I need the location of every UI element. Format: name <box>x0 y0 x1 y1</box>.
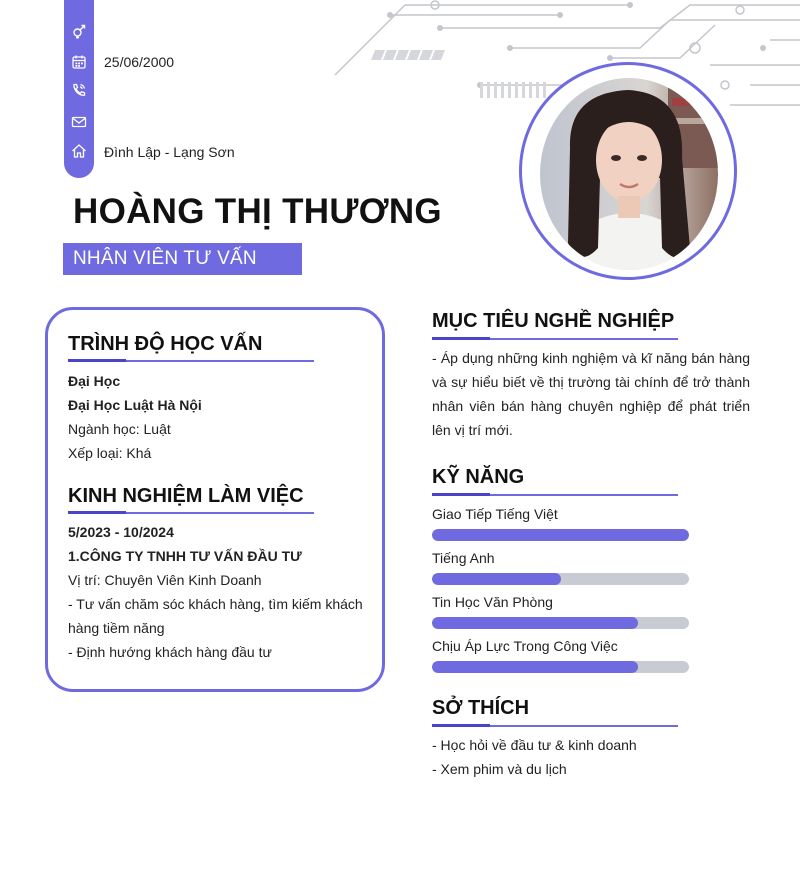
experience-period: 5/2023 - 10/2024 <box>68 524 174 540</box>
education-title: TRÌNH ĐỘ HỌC VẤN <box>68 333 263 355</box>
profile-photo <box>540 78 718 270</box>
skill-label: Tiếng Anh <box>432 550 495 566</box>
experience-duty-1-line-1: - Tư vấn chăm sóc khách hàng, tìm kiếm khách <box>68 596 363 612</box>
skill-bar <box>432 661 689 673</box>
home-icon <box>70 142 88 160</box>
experience-title: KINH NGHIỆM LÀM VIỆC <box>68 485 304 507</box>
objective-text: - Áp dụng những kinh nghiệm và kĩ năng bán hàng và sự hiểu biết về thị trường tài chính để trở thành nhân viên bán hàng chuyên nghiệp để phát triển lên vị trí mới. <box>432 350 750 438</box>
phone-icon <box>70 81 88 99</box>
experience-underline-accent <box>68 511 126 514</box>
experience-company: 1.CÔNG TY TNHH TƯ VẤN ĐẦU TƯ <box>68 548 302 564</box>
education-school: Đại Học Luật Hà Nội <box>68 397 202 413</box>
skills-title: KỸ NĂNG <box>432 466 525 488</box>
skill-label: Chịu Áp Lực Trong Công Việc <box>432 638 618 654</box>
education-major: Ngành học: Luật <box>68 421 171 437</box>
education-degree: Đại Học <box>68 373 121 389</box>
education-underline-accent <box>68 359 126 362</box>
hobbies-title: SỞ THÍCH <box>432 697 530 719</box>
address: Đình Lập - Lạng Sơn <box>104 144 235 160</box>
gender-icon <box>70 22 88 40</box>
candidate-name: HOÀNG THỊ THƯƠNG <box>73 192 442 231</box>
skill-bar-fill <box>432 661 638 673</box>
objective-underline-accent <box>432 337 490 340</box>
hobby-item: - Học hỏi về đầu tư & kinh doanh <box>432 737 637 753</box>
skill-label: Tin Học Văn Phòng <box>432 594 553 610</box>
skill-label: Giao Tiếp Tiếng Việt <box>432 506 558 522</box>
objective-title: MỤC TIÊU NGHỀ NGHIỆP <box>432 310 675 332</box>
experience-position: Vị trí: Chuyên Viên Kinh Doanh <box>68 572 262 588</box>
role-title: NHÂN VIÊN TƯ VẤN <box>73 248 257 269</box>
skill-bar-fill <box>432 617 638 629</box>
skill-bar <box>432 617 689 629</box>
experience-duty-1-line-2: hàng tiềm năng <box>68 620 165 636</box>
skill-bar <box>432 573 689 585</box>
education-grade: Xếp loại: Khá <box>68 445 152 461</box>
skill-bar <box>432 529 689 541</box>
experience-duty-2: - Định hướng khách hàng đầu tư <box>68 644 272 660</box>
hobbies-underline-accent <box>432 724 490 727</box>
hobby-item: - Xem phim và du lịch <box>432 761 567 777</box>
skills-underline-accent <box>432 493 490 496</box>
skill-bar-fill <box>432 529 689 541</box>
birth-date: 25/06/2000 <box>104 54 175 70</box>
skill-bar-fill <box>432 573 561 585</box>
calendar-icon <box>70 53 88 71</box>
mail-icon <box>70 113 88 131</box>
